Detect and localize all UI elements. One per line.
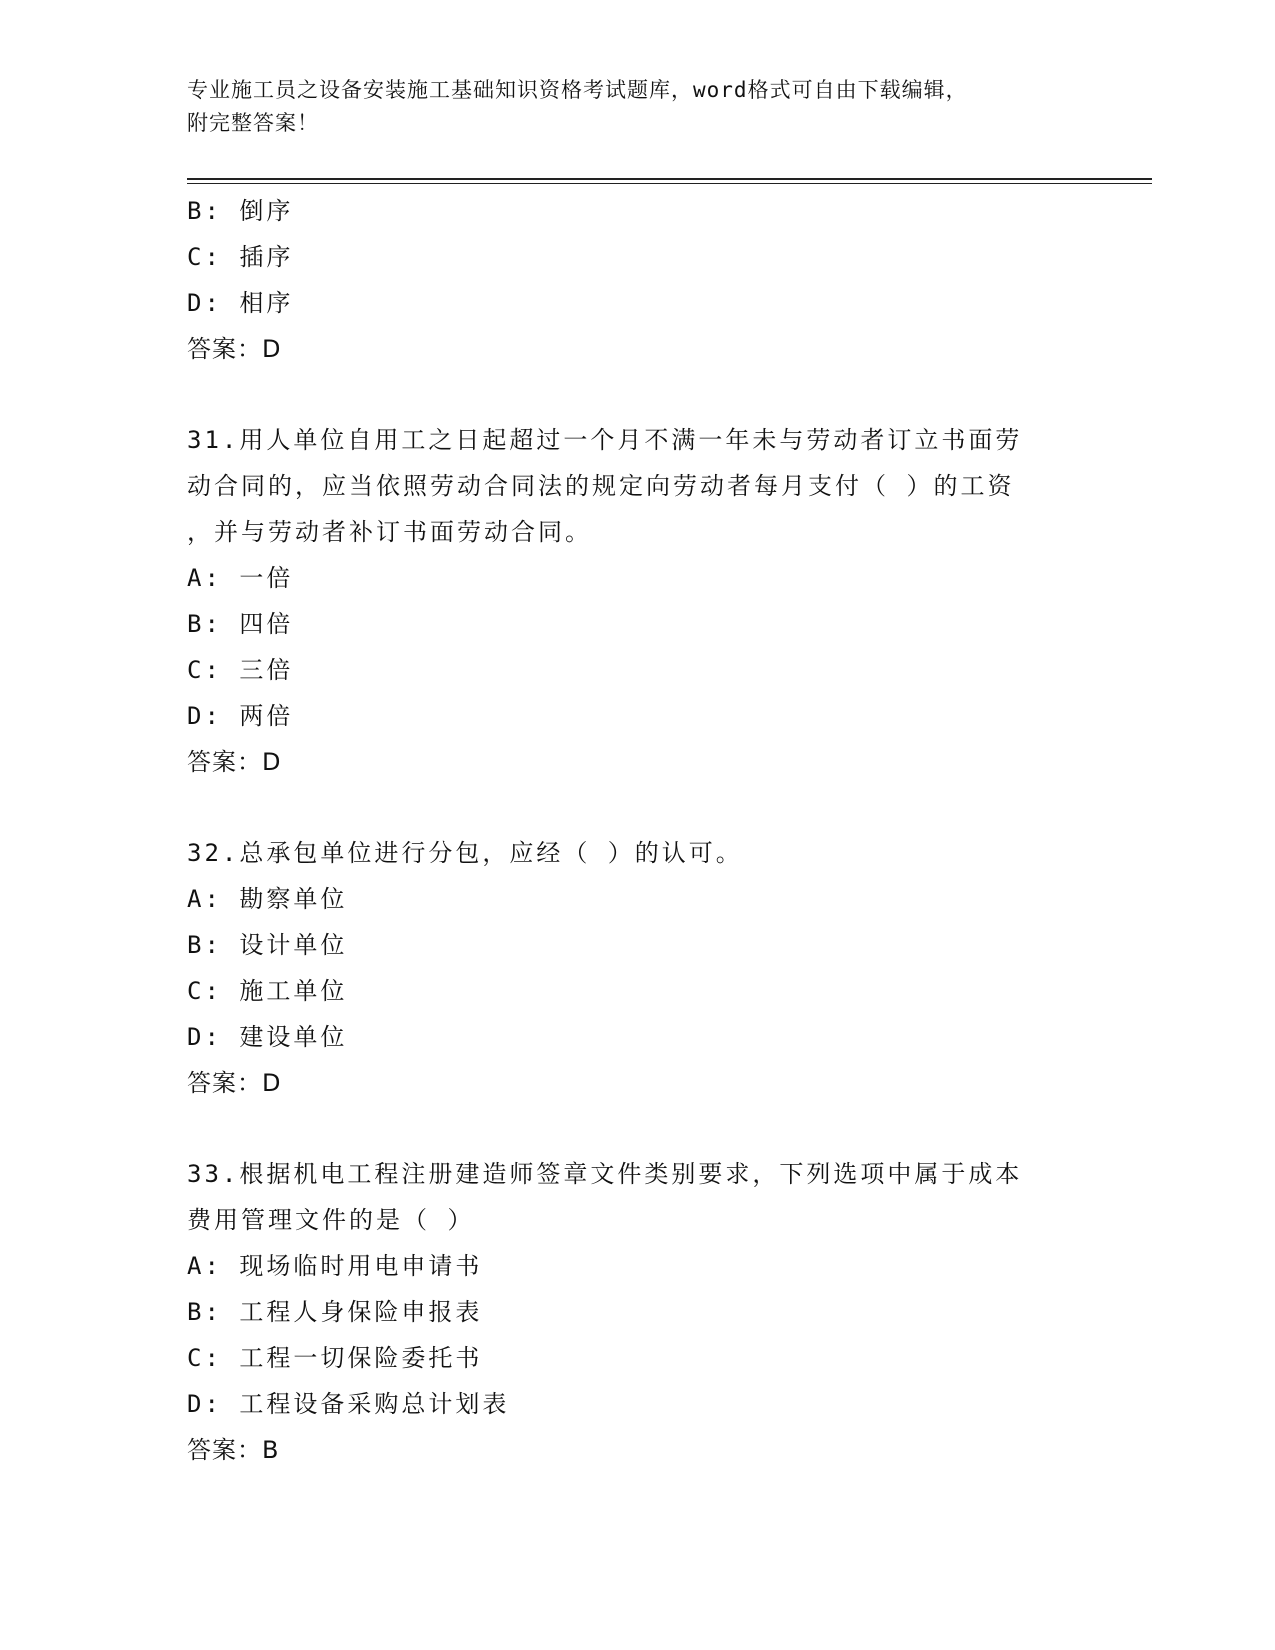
answer-line: 答案：D (187, 1069, 282, 1097)
question-stem-line: 33.根据机电工程注册建造师签章文件类别要求，下列选项中属于成本 (187, 1160, 1023, 1188)
answer-line: 答案：D (187, 335, 282, 363)
header-rule-thin (187, 183, 1152, 184)
question-stem-line: ，并与劳动者补订书面劳动合同。 (187, 518, 592, 546)
option-a: A: 现场临时用电申请书 (187, 1252, 483, 1280)
answer-line: 答案：B (187, 1436, 280, 1464)
option-c: C: 施工单位 (187, 977, 348, 1005)
spacer (187, 372, 1067, 417)
option-b: B: 倒序 (187, 197, 294, 225)
spacer (187, 785, 1067, 830)
header-rule-thick (187, 178, 1152, 180)
document-header (187, 74, 1067, 140)
option-d: D: 两倍 (187, 702, 294, 730)
option-c: C: 工程一切保险委托书 (187, 1344, 483, 1372)
spacer (187, 1106, 1067, 1151)
question-30-tail (187, 188, 1067, 372)
option-d: D: 相序 (187, 289, 294, 317)
option-b: B: 设计单位 (187, 931, 348, 959)
header-line-1: 专业施工员之设备安装施工基础知识资格考试题库，word格式可自由下载编辑， (187, 78, 968, 102)
option-c: C: 插序 (187, 243, 294, 271)
option-d: D: 建设单位 (187, 1023, 348, 1051)
question-31 (187, 417, 1067, 785)
question-stem-line: 32.总承包单位进行分包，应经（ ）的认可。 (187, 839, 743, 867)
question-33 (187, 1151, 1067, 1473)
answer-line: 答案：D (187, 748, 282, 776)
option-b: B: 工程人身保险申报表 (187, 1298, 483, 1326)
option-c: C: 三倍 (187, 656, 294, 684)
option-b: B: 四倍 (187, 610, 294, 638)
header-line-2: 附完整答案！ (187, 111, 319, 135)
question-list (187, 188, 1067, 1473)
option-d: D: 工程设备采购总计划表 (187, 1390, 510, 1418)
question-32 (187, 830, 1067, 1106)
question-stem-line: 31.用人单位自用工之日起超过一个月不满一年未与劳动者订立书面劳 (187, 426, 1023, 454)
option-a: A: 勘察单位 (187, 885, 348, 913)
question-stem-line: 费用管理文件的是（ ） (187, 1206, 475, 1234)
question-stem-line: 动合同的，应当依照劳动合同法的规定向劳动者每月支付（ ）的工资 (187, 472, 1015, 500)
option-a: A: 一倍 (187, 564, 294, 592)
